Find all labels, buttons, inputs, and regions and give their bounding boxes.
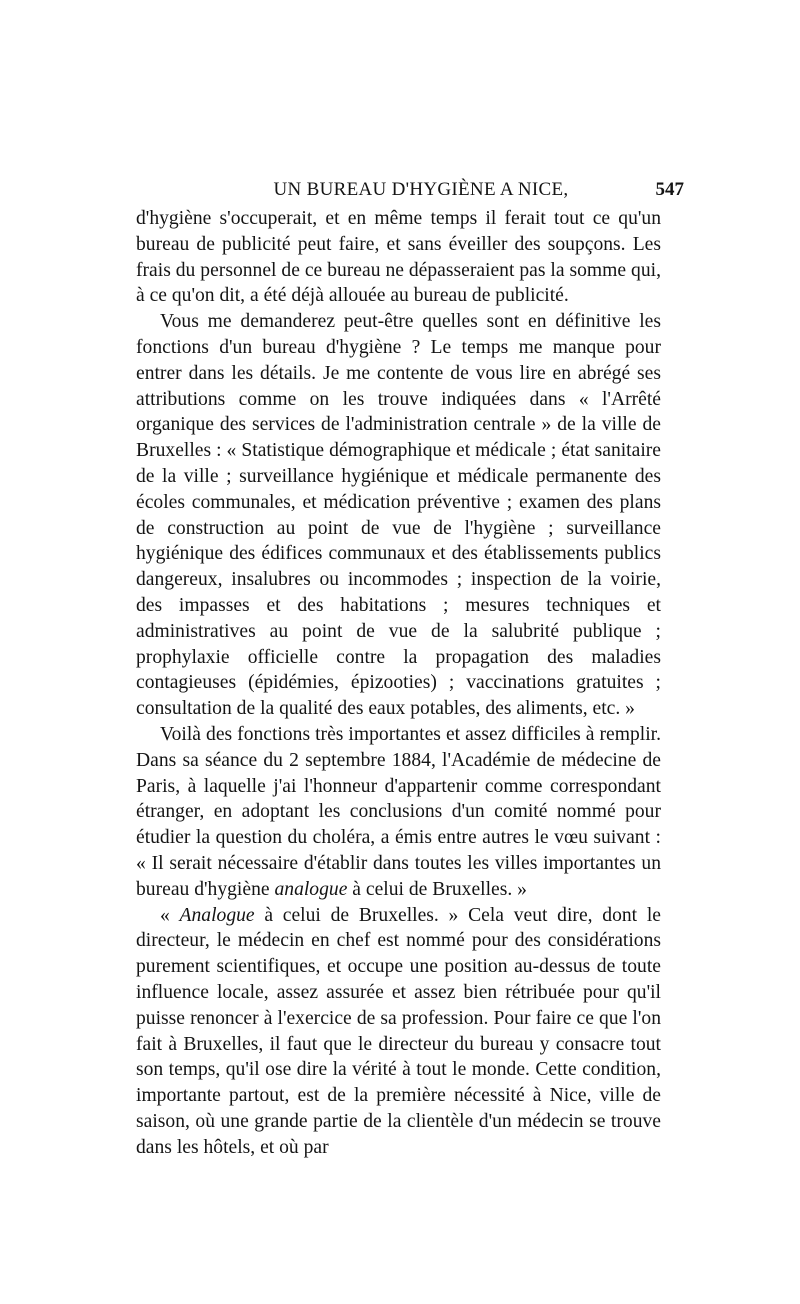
running-head <box>136 176 684 204</box>
page-number: 547 <box>655 179 684 200</box>
opening-quote: « <box>160 904 170 926</box>
paragraph-text: à celui de Bruxelles. » <box>352 878 527 900</box>
emphasis-word: Analogue <box>179 904 255 926</box>
paragraph-analogue <box>136 903 661 1161</box>
paragraph-text: Vous me demanderez peut-être quelles sont en définitive les fonctions d'un bureau d'hygiène ? Le temps me manque pour entrer dans les détails. Je me contente de vous lire en abrégé ses attributions comme on les trouve indiquées dans « l'Arrêté organique des services de l'administration centrale » de la ville de Bruxelles : « Statistique démographique et médicale ; état sanitaire de la ville ; surveillance hygiénique et médicale permanente des écoles communales, et médication préventive ; examen des plans de construction au point de vue de l'hygiène ; surveillance hygiénique des édifices communaux et des établissements publics dangereux, insalubres ou incommodes ; inspection de la voirie, des impasses et des habitations ; mesures techniques et administratives au point de vue de la salubrité publique ; prophylaxie officielle contre la propagation des maladies contagieuses (épidémies, épizooties) ; vaccinations gratuites ; consultation de la qualité des eaux potables, des aliments, etc. » <box>136 311 661 720</box>
paragraph-text: à celui de Bruxelles. » Cela veut dire, dont le directeur, le médecin en chef est nommé pour des considérations purement scientifiques, et occupe une position au-dessus de toute influence locale, assez assurée et assez bien rétribuée pour qu'il puisse renoncer à l'exercice de sa profession. Pour faire ce que l'on fait à Bruxelles, il faut que le directeur du bureau y consacre tout son temps, qu'il ose dire la vérité à tout le monde. Cette condition, importante partout, est de la première nécessité à Nice, ville de saison, où une grande partie de la clientèle d'un médecin se trouve dans les hôtels, et où par <box>136 904 661 1158</box>
paragraph-academie-voeu <box>136 722 661 903</box>
paragraph-continuation <box>136 206 661 309</box>
paragraph-text: d'hygiène s'occuperait, et en même temps il ferait tout ce qu'un bureau de publicité peut faire, et sans éveiller des soupçons. Les frais du personnel de ce bureau ne dépasseraient pas la somme qui, à ce qu'on dit, a été déjà allouée au bureau de publicité. <box>136 208 661 307</box>
body-text <box>136 206 661 1160</box>
running-title: UN BUREAU D'HYGIÈNE A NICE, <box>273 179 569 200</box>
paragraph-bureau-functions <box>136 309 661 722</box>
paragraph-text: Voilà des fonctions très importantes et assez difficiles à remplir. Dans sa séance du 2 septembre 1884, l'Académie de médecine de Paris, à laquelle j'ai l'honneur d'appartenir comme correspondant étranger, en adoptant les conclusions d'un comité nommé pour étudier la question du choléra, a émis entre autres le vœu suivant : « Il serait nécessaire d'établir dans toutes les villes importantes un bureau d'hygiène <box>136 723 661 900</box>
emphasis-word: analogue <box>274 878 348 900</box>
